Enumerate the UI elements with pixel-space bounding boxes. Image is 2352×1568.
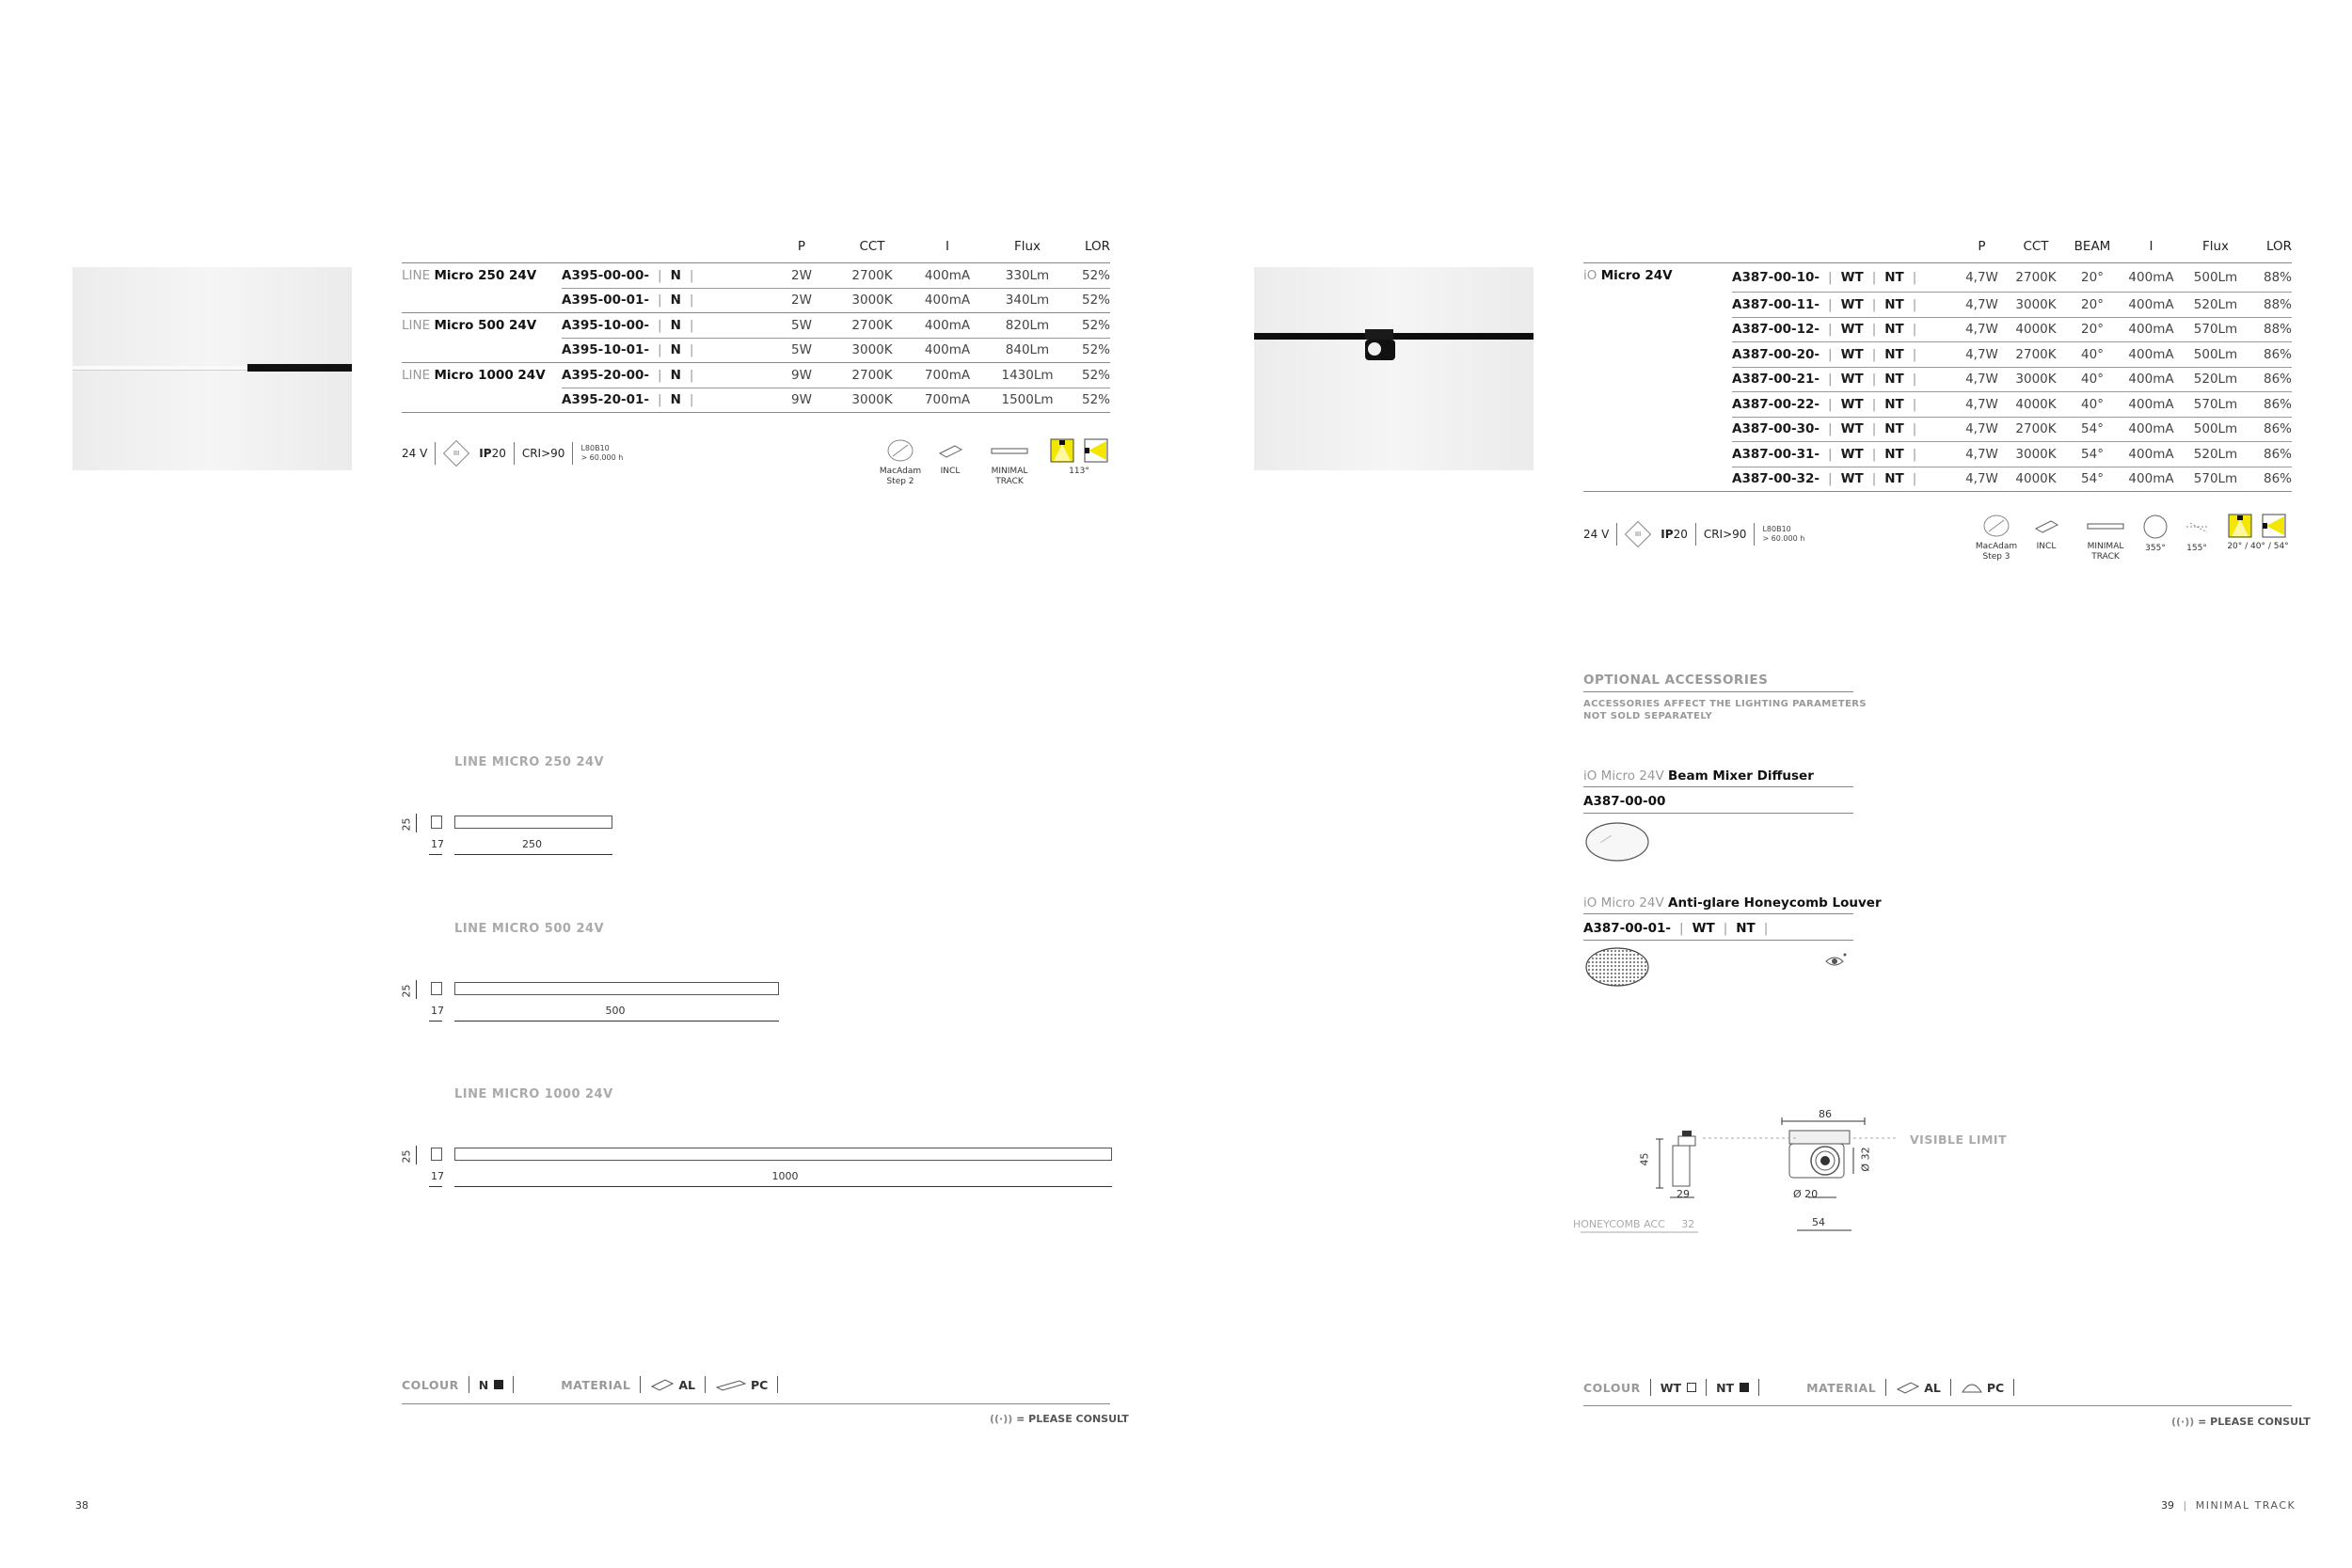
product-name: LINE Micro 1000 24V xyxy=(402,368,546,383)
cell-cct: 2700K xyxy=(2008,417,2064,442)
cell-lor: 52% xyxy=(1070,363,1110,388)
ip-label: IP xyxy=(1661,528,1674,541)
cell-flux: 570Lm xyxy=(2182,317,2249,342)
table-row xyxy=(1583,442,2292,467)
material-label: MATERIAL xyxy=(1806,1380,1877,1395)
cell-cct: 2700K xyxy=(834,313,910,339)
cell-lor: 88% xyxy=(2249,263,2292,293)
cell-flux: 1500Lm xyxy=(1001,392,1054,408)
product-code: A395-20-00- | N | xyxy=(562,363,769,388)
cell-p: 4,7W xyxy=(1956,342,2008,368)
aluminium-icon xyxy=(1896,1380,1920,1395)
drawing-title: LINE MICRO 1000 24V xyxy=(454,1087,613,1101)
dim-length: 500 xyxy=(605,1005,626,1017)
dim-length: 250 xyxy=(522,838,542,850)
product-code: A387-00-10- | WT | NT | xyxy=(1732,263,1956,293)
cell-i: 400mA xyxy=(2121,367,2182,392)
cell-lor: 52% xyxy=(1081,392,1110,408)
dim-diameter-32: Ø 32 xyxy=(1859,1147,1872,1172)
cell-i: 700mA xyxy=(924,392,971,408)
table-row xyxy=(402,363,1110,388)
cell-cct: 2700K xyxy=(834,363,910,388)
polycarbonate-dome-icon xyxy=(1961,1380,1983,1395)
cell-beam: 40° xyxy=(2064,342,2121,368)
class-iii-icon: III xyxy=(1625,521,1651,547)
left-spec-icons xyxy=(402,442,623,465)
right-spec-table xyxy=(1583,239,2292,492)
cell-p: 4,7W xyxy=(1956,442,2008,467)
table-row xyxy=(1583,263,2292,293)
dim-diameter-20: Ø 20 xyxy=(1793,1188,1819,1200)
cell-p: 4,7W xyxy=(1956,417,2008,442)
product-code: A387-00-30- | WT | NT | xyxy=(1732,417,1956,442)
cell-flux: 520Lm xyxy=(2182,293,2249,318)
cell-flux: 520Lm xyxy=(2182,442,2249,467)
left-colour-material xyxy=(402,1376,787,1393)
accessories-heading: OPTIONAL ACCESSORIES xyxy=(1583,673,1769,688)
table-row xyxy=(1583,392,2292,418)
section-name: MINIMAL TRACK xyxy=(2195,1499,2296,1512)
cell-p: 9W xyxy=(769,363,834,388)
cell-flux: 500Lm xyxy=(2182,342,2249,368)
header-p: P xyxy=(1978,239,1986,254)
accessory-louver-title: iO Micro 24V Anti-glare Honeycomb Louver xyxy=(1583,895,1882,911)
cell-p: 4,7W xyxy=(1956,293,2008,318)
cell-i: 400mA xyxy=(924,293,971,309)
cell-cct: 2700K xyxy=(834,263,910,289)
white-swatch xyxy=(1687,1383,1696,1392)
cell-p: 2W xyxy=(769,263,834,289)
page-number-left: 38 xyxy=(75,1499,88,1512)
product-code: A395-00-00- | N | xyxy=(562,263,769,289)
profile-section xyxy=(431,1148,442,1161)
polycarbonate-icon xyxy=(715,1377,747,1392)
cell-p: 4,7W xyxy=(1956,367,2008,392)
please-consult-icon xyxy=(1823,952,1848,971)
profile-body xyxy=(454,1148,1112,1161)
product-code: A395-00-01- | N | xyxy=(562,293,694,309)
table-row xyxy=(402,338,1110,363)
cell-p: 4,7W xyxy=(1956,317,2008,342)
life-l80: L80B10 xyxy=(580,444,610,452)
class-iii-icon: III xyxy=(443,440,469,467)
cri-text: CRI>90 xyxy=(521,447,565,460)
product-name: LINE Micro 250 24V xyxy=(402,268,537,283)
cell-cct: 3000K xyxy=(851,342,893,358)
material-al: AL xyxy=(1924,1380,1941,1395)
cell-cct: 3000K xyxy=(851,293,893,309)
cell-lor: 88% xyxy=(2249,317,2292,342)
profile-section xyxy=(431,816,442,829)
colour-label: COLOUR xyxy=(1583,1380,1641,1395)
header-cct: CCT xyxy=(2023,239,2049,254)
cell-p: 2W xyxy=(791,293,812,309)
cell-i: 400mA xyxy=(910,263,985,289)
cell-p: 9W xyxy=(791,392,812,408)
cell-lor: 52% xyxy=(1081,342,1110,358)
cell-cct: 4000K xyxy=(2008,317,2064,342)
driver-incl-icon: INCL xyxy=(2029,514,2063,552)
cell-flux: 820Lm xyxy=(985,313,1070,339)
cell-cct: 4000K xyxy=(2008,392,2064,418)
product-code: A387-00-11- | WT | NT | xyxy=(1732,293,1956,318)
cell-beam: 54° xyxy=(2064,417,2121,442)
cell-beam: 20° xyxy=(2064,263,2121,293)
aluminium-icon xyxy=(650,1377,675,1392)
life-hours: > 60.000 h xyxy=(1762,534,1805,543)
product-code: A387-00-32- | WT | NT | xyxy=(1732,467,1956,492)
cell-p: 4,7W xyxy=(1956,263,2008,293)
cri-text: CRI>90 xyxy=(1703,528,1747,541)
accessories-note: ACCESSORIES AFFECT THE LIGHTING PARAMETERS NOT SOLD SEPARATELY xyxy=(1583,699,1867,721)
cell-i: 400mA xyxy=(2121,342,2182,368)
dim-86: 86 xyxy=(1819,1108,1832,1120)
cell-flux: 570Lm xyxy=(2182,467,2249,492)
cell-i: 400mA xyxy=(2121,317,2182,342)
left-consult-note: ((·)) = PLEASE CONSULT xyxy=(990,1413,1129,1425)
table-row xyxy=(1583,467,2292,492)
cell-i: 400mA xyxy=(2121,467,2182,492)
profile-body xyxy=(454,982,779,995)
cell-flux: 1430Lm xyxy=(985,363,1070,388)
right-colour-material xyxy=(1583,1379,2024,1396)
header-p: P xyxy=(797,239,806,254)
ip-label: IP xyxy=(479,447,492,460)
cell-flux: 500Lm xyxy=(2182,417,2249,442)
dim-29: 29 xyxy=(1677,1188,1690,1200)
ip-value: 20 xyxy=(1673,528,1688,541)
cell-cct: 3000K xyxy=(851,392,893,408)
cell-i: 400mA xyxy=(2121,442,2182,467)
header-flux: Flux xyxy=(1013,239,1041,254)
dim-width: 17 xyxy=(431,1005,444,1017)
beam-angle-icon: 20° / 40° / 54° xyxy=(2224,514,2292,552)
voltage-text: 24 V xyxy=(1583,528,1610,541)
cell-cct: 3000K xyxy=(2008,442,2064,467)
product-name xyxy=(402,288,562,313)
dim-width: 17 xyxy=(431,1170,444,1182)
accessory-louver-code: A387-00-01- | WT | NT | xyxy=(1583,921,1769,936)
table-row xyxy=(402,288,1110,313)
cell-cct: 3000K xyxy=(2008,293,2064,318)
life-hours: > 60.000 h xyxy=(580,453,624,462)
visible-limit-label: VISIBLE LIMIT xyxy=(1910,1132,2008,1147)
cell-cct: 2700K xyxy=(2008,263,2064,293)
drawing-title: LINE MICRO 500 24V xyxy=(454,922,605,936)
cell-flux: 330Lm xyxy=(985,263,1070,289)
header-cct: CCT xyxy=(859,239,885,254)
cell-p: 5W xyxy=(769,313,834,339)
product-code: A387-00-31- | WT | NT | xyxy=(1732,442,1956,467)
header-lor: LOR xyxy=(1084,239,1110,254)
cell-i: 400mA xyxy=(2121,293,2182,318)
cell-lor: 86% xyxy=(2249,367,2292,392)
cell-lor: 52% xyxy=(1070,263,1110,289)
dim-54: 54 xyxy=(1812,1216,1825,1228)
header-beam: BEAM xyxy=(2074,239,2111,254)
product-name: LINE Micro 500 24V xyxy=(402,318,537,333)
header-flux: Flux xyxy=(2201,239,2230,254)
product-code: A387-00-12- | WT | NT | xyxy=(1732,317,1956,342)
product-photo-line-micro xyxy=(72,267,352,470)
honeycomb-acc-label: HONEYCOMB ACC 32 xyxy=(1573,1218,1695,1230)
cell-lor: 86% xyxy=(2249,392,2292,418)
dim-length: 1000 xyxy=(771,1170,799,1182)
cell-beam: 54° xyxy=(2064,442,2121,467)
colour-label: COLOUR xyxy=(402,1377,459,1392)
diffuser-image xyxy=(1583,820,1651,863)
material-pc: PC xyxy=(750,1377,769,1392)
table-row xyxy=(1583,317,2292,342)
minimal-track-icon: MINIMAL TRACK xyxy=(2082,514,2129,562)
cell-flux: 570Lm xyxy=(2182,392,2249,418)
tilt-155-icon: 155° xyxy=(2180,514,2214,554)
cell-lor: 86% xyxy=(2249,417,2292,442)
cell-flux: 340Lm xyxy=(1005,293,1050,309)
header-lor: LOR xyxy=(2265,239,2292,254)
cell-p: 5W xyxy=(791,342,812,358)
product-name xyxy=(402,388,562,413)
black-swatch xyxy=(1740,1383,1749,1392)
cell-lor: 86% xyxy=(2249,342,2292,368)
header-i: I xyxy=(2149,239,2153,254)
macadam-icon: MacAdam Step 3 xyxy=(1973,514,2020,562)
accessory-diffuser-title: iO Micro 24V Beam Mixer Diffuser xyxy=(1583,768,1814,784)
page-footer-right: 39 | MINIMAL TRACK xyxy=(2161,1499,2296,1512)
product-code: A387-00-20- | WT | NT | xyxy=(1732,342,1956,368)
consult-icon: ((·)) xyxy=(990,1413,1013,1425)
cell-cct: 3000K xyxy=(2008,367,2064,392)
consult-icon: ((·)) xyxy=(2171,1416,2195,1428)
cell-p: 4,7W xyxy=(1956,467,2008,492)
cell-i: 400mA xyxy=(2121,417,2182,442)
material-label: MATERIAL xyxy=(561,1377,631,1392)
page-number-right: 39 xyxy=(2161,1499,2174,1512)
dim-width: 17 xyxy=(431,838,444,850)
product-code: A395-10-00- | N | xyxy=(562,313,769,339)
material-pc: PC xyxy=(1986,1380,2005,1395)
ip-value: 20 xyxy=(491,447,506,460)
cell-p: 4,7W xyxy=(1956,392,2008,418)
cell-i: 400mA xyxy=(2121,392,2182,418)
product-code: A395-20-01- | N | xyxy=(562,392,694,408)
cell-lor: 86% xyxy=(2249,442,2292,467)
table-row xyxy=(402,388,1110,413)
product-photo-io-micro xyxy=(1254,267,1534,470)
cell-lor: 86% xyxy=(2249,467,2292,492)
cell-cct: 2700K xyxy=(2008,342,2064,368)
product-code: A395-10-01- | N | xyxy=(562,342,694,358)
colour-n: N xyxy=(478,1377,489,1392)
voltage-text: 24 V xyxy=(402,447,428,460)
product-name xyxy=(402,338,562,363)
right-spec-icons xyxy=(1583,523,1804,546)
cell-beam: 54° xyxy=(2064,467,2121,492)
cell-i: 400mA xyxy=(2121,263,2182,293)
material-al: AL xyxy=(678,1377,695,1392)
product-name: iO Micro 24V xyxy=(1583,268,1673,283)
minimal-track-icon: MINIMAL TRACK xyxy=(986,438,1033,487)
cell-cct: 4000K xyxy=(2008,467,2064,492)
cell-flux: 520Lm xyxy=(2182,367,2249,392)
table-row xyxy=(402,313,1110,339)
cell-i: 400mA xyxy=(924,342,971,358)
table-row xyxy=(402,263,1110,289)
table-row xyxy=(1583,367,2292,392)
drawing-title: LINE MICRO 250 24V xyxy=(454,755,605,769)
dim-height: 25 xyxy=(400,1149,413,1164)
driver-incl-icon: INCL xyxy=(933,438,967,477)
accessory-diffuser-code: A387-00-00 xyxy=(1583,794,1666,809)
cell-flux: 840Lm xyxy=(1005,342,1050,358)
profile-section xyxy=(431,982,442,995)
colour-nt: NT xyxy=(1716,1380,1735,1395)
cell-beam: 40° xyxy=(2064,392,2121,418)
profile-body xyxy=(454,816,612,829)
product-code: A387-00-21- | WT | NT | xyxy=(1732,367,1956,392)
table-row xyxy=(1583,342,2292,368)
cell-beam: 20° xyxy=(2064,293,2121,318)
table-row xyxy=(1583,293,2292,318)
honeycomb-louver-image xyxy=(1583,945,1651,989)
cell-lor: 88% xyxy=(2249,293,2292,318)
black-swatch xyxy=(494,1380,503,1389)
cell-beam: 20° xyxy=(2064,317,2121,342)
right-consult-note: ((·)) = PLEASE CONSULT xyxy=(2171,1416,2311,1428)
cell-flux: 500Lm xyxy=(2182,263,2249,293)
macadam-icon: MacAdam Step 2 xyxy=(877,438,924,487)
left-spec-table xyxy=(402,239,1110,413)
rotation-355-icon: 355° xyxy=(2138,514,2172,554)
cell-beam: 40° xyxy=(2064,367,2121,392)
cell-lor: 52% xyxy=(1070,313,1110,339)
cell-lor: 52% xyxy=(1081,293,1110,309)
product-code: A387-00-22- | WT | NT | xyxy=(1732,392,1956,418)
dim-height: 25 xyxy=(400,817,413,832)
dim-height: 25 xyxy=(400,984,413,998)
cell-i: 700mA xyxy=(910,363,985,388)
cell-i: 400mA xyxy=(910,313,985,339)
beam-angle-icon: 113° xyxy=(1048,438,1110,477)
header-i: I xyxy=(946,239,949,254)
table-row xyxy=(1583,417,2292,442)
dim-45: 45 xyxy=(1638,1152,1651,1166)
life-l80: L80B10 xyxy=(1762,525,1791,533)
colour-wt: WT xyxy=(1660,1380,1682,1395)
